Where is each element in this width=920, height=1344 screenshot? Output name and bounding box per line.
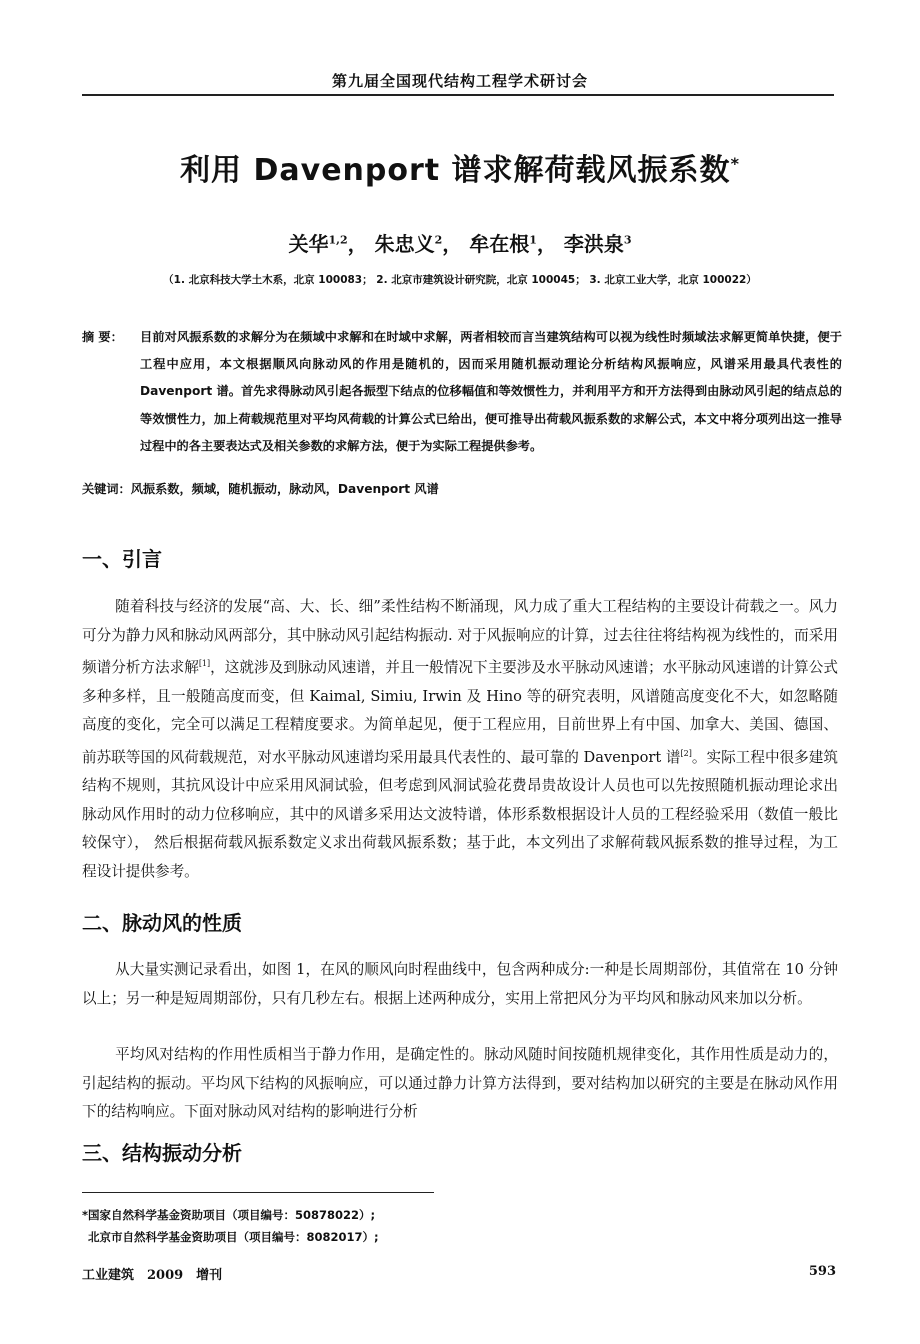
header-rule <box>82 94 834 96</box>
paragraph-text: ，这就涉及到脉动风速谱，并且一般情况下主要涉及水平脉动风速谱；水平脉动风速谱的计算公式多种多样，且一般随高度而变，但 Kaimal, Simiu, Irwin 及 Hino 等的研究表明，风谱随高度变化不大，如忽略随高度的变化，完全可以满足工程精度要求。为简单起见，便于工程应用，目前世界上有中国、加拿大、美国、德国、前苏联等国的风荷载规范，对水平脉动风速谱均采用最具代表性的、最可靠的 Davenport 谱 <box>82 659 838 766</box>
author-list <box>0 228 920 257</box>
paragraph-text: 平均风对结构的作用性质相当于静力作用，是确定性的。脉动风随时间按随机规律变化，其作用性质是动力的，引起结构的振动。平均风下结构的风振响应，可以通过静力计算方法得到，要对结构加以研究的主要是在脉动风作用下的结构响应。下面对脉动风对结构的影响进行分析 <box>82 1046 838 1121</box>
paragraph-text: 从大量实测记录看出，如图 1，在风的顺风向时程曲线中，包含两种成分:一种是长周期部份，其值常在 10 分钟以上；另一种是短周期部份，只有几秒左右。根据上述两种成分，实用上常把风分为平均风和脉动风来加以分析。 <box>82 961 838 1007</box>
author-name: 关华 <box>288 232 329 256</box>
body-paragraph <box>82 593 838 887</box>
abstract-text: 目前对风振系数的求解分为在频域中求解和在时域中求解，两者相较而言当建筑结构可以视为线性时频域法求解更简单快捷，便于工程中应用，本文根据顺风向脉动风的作用是随机的，因而采用随机振动理论分析结构风振响应，风谱采用最具代表性的 Davenport 谱。首先求得脉动风引起各振型下结点的位移幅值和等效惯性力，并利用平方和开方法得到由脉动风引起的结点总的等效惯性力，加上荷载规范里对平均风荷载的计算公式已给出，便可推导出荷载风振系数的求解公式，本文中将分项列出这一推导过程中的各主要表达式及相关参数的求解方法，便于为实际工程提供参考。 <box>140 330 842 453</box>
author-affiliation: 3 <box>623 233 632 247</box>
section-heading-vibration-analysis: 三、结构振动分析 <box>82 1141 242 1165</box>
author-separator: ， <box>347 232 368 256</box>
author-name: 朱忠义 <box>374 232 435 256</box>
page-number: 593 <box>808 1264 836 1279</box>
paragraph-text: 。实际工程中很多建筑结构不规则，其抗风设计中应采用风洞试验，但考虑到风洞试验花费昂贵故设计人员也可以先按照随机振动理论求出脉动风作用时的动力位移响应，其中的风谱多采用达文波特谱，体形系数根据设计人员的工程经验采用（数值一般比较保守）， 然后根据荷载风振系数定义求出荷载风振系数；基于此，本文列出了求解荷载风振系数的推导过程，为工程设计提供参考。 <box>82 748 838 881</box>
footnote-funding-1: *国家自然科学基金资助项目（项目编号：50878022）; <box>82 1208 376 1222</box>
author-name: 牟在根 <box>469 232 530 256</box>
keywords <box>82 480 842 497</box>
author-separator: ， <box>442 232 463 256</box>
author-separator: ， <box>536 232 557 256</box>
keywords-text: 风振系数，频域，随机振动，脉动风，Davenport 风谱 <box>130 482 439 496</box>
section-heading-introduction: 一、引言 <box>82 547 162 571</box>
abstract-label: 摘 要： <box>82 330 123 344</box>
paper-title <box>0 145 920 189</box>
running-header: 第九届全国现代结构工程学术研讨会 <box>331 72 588 90</box>
title-mark: * <box>730 154 740 173</box>
author-name: 李洪泉 <box>563 232 624 256</box>
keywords-label: 关键词： <box>82 482 131 496</box>
footnote-rule <box>82 1192 434 1193</box>
journal-footer: 工业建筑 2009 增刊 <box>82 1268 223 1283</box>
abstract <box>82 324 842 460</box>
citation-ref: [2] <box>680 748 692 758</box>
paragraph-text: 随着科技与经济的发展“高、大、长、细”柔性结构不断涌现，风力成了重大工程结构的主要设计荷载之一。风力可分为静力风和脉动风两部分，其中脉动风引起结构振动. 对于风振响应的计算，过去往往将结构视为线性的，而采用频谱分析方法求解 <box>82 598 838 677</box>
body-paragraph <box>82 956 838 1013</box>
affiliations: （1. 北京科技大学土木系，北京 100083； 2. 北京市建筑设计研究院，北京 100045； 3. 北京工业大学，北京 100022） <box>163 274 757 286</box>
author-affiliation: 2 <box>434 233 443 247</box>
title-text: 利用 Davenport 谱求解荷载风振系数 <box>180 153 731 188</box>
footnote-funding-2: 北京市自然科学基金资助项目（项目编号：8082017）; <box>88 1230 379 1244</box>
author-affiliation: 1,2 <box>328 233 348 247</box>
citation-ref: [1] <box>198 659 211 669</box>
body-paragraph <box>82 1041 838 1127</box>
section-heading-wind-properties: 二、脉动风的性质 <box>82 911 242 935</box>
author-affiliation: 1 <box>529 233 537 247</box>
